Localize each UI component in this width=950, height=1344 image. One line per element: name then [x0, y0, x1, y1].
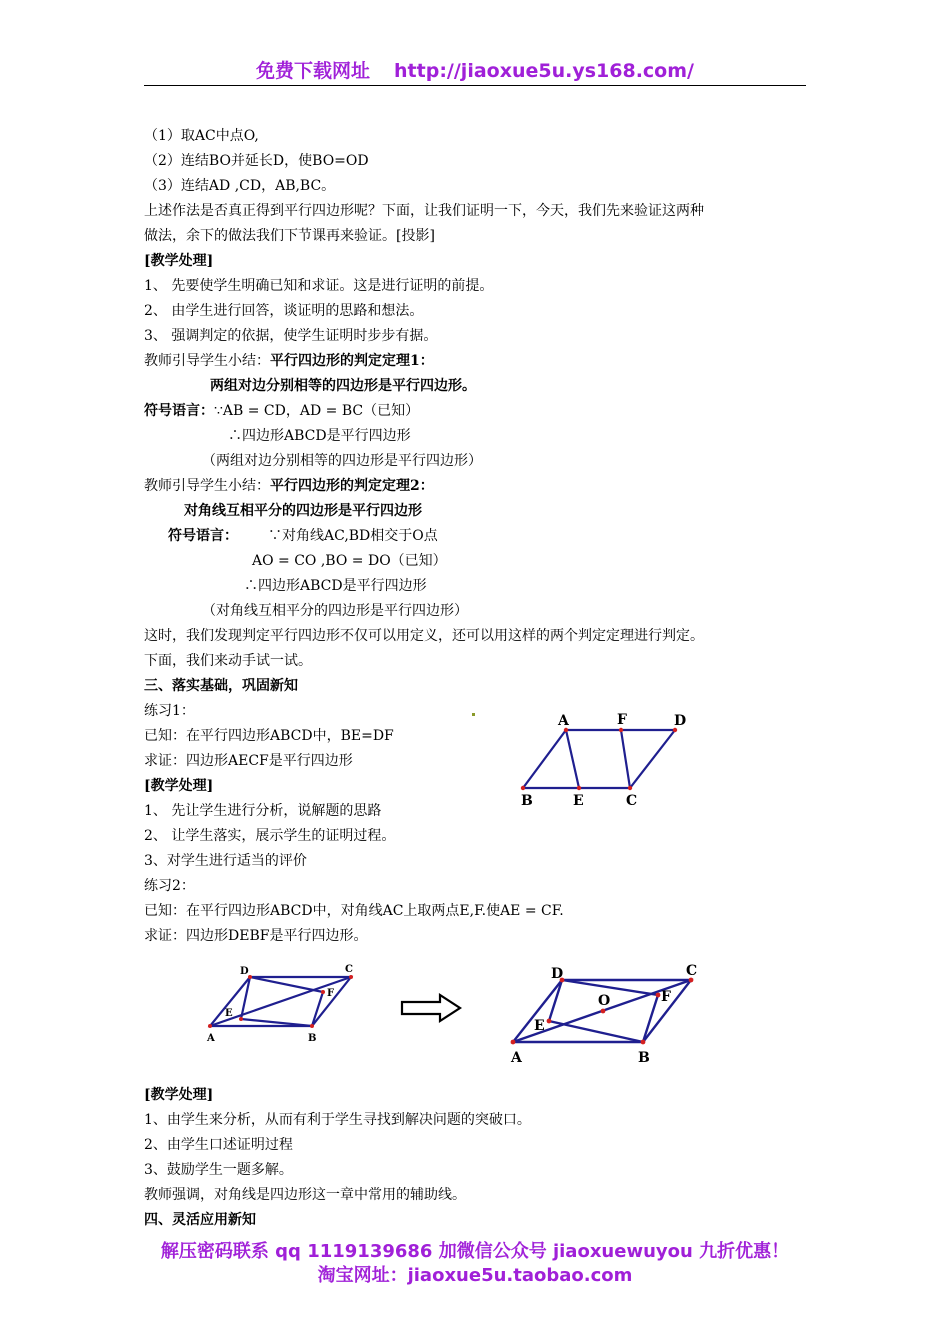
text-line: 下面，我们来动手试一试。 — [144, 653, 312, 669]
theorem-statement: 对角线互相平分的四边形是平行四边形 — [184, 503, 422, 519]
text-line: 3、 强调判定的依据，使学生证明时步步有据。 — [144, 328, 438, 344]
text-line: 练习1： — [144, 703, 195, 719]
text-line: 这时，我们发现判定平行四边形不仅可以用定义，还可以用这样的两个判定定理进行判定。 — [144, 628, 704, 644]
footer-banner — [0, 1240, 950, 1288]
point-label: B — [638, 1050, 650, 1066]
point-label: A — [207, 1033, 215, 1044]
text-line: （1）取AC中点O, — [144, 128, 259, 144]
point-label: E — [225, 1008, 233, 1019]
point-label: O — [598, 993, 611, 1009]
parallelogram-abcd — [523, 730, 675, 788]
text-line: （3）连结AD ,CD，AB,BC。 — [144, 178, 336, 194]
intro-text: 教师引导学生小结： — [144, 478, 270, 494]
text-line: 2、 由学生进行回答，谈证明的思路和想法。 — [144, 303, 424, 319]
symbol-label: 符号语言： — [144, 403, 214, 419]
text-line: 1、 先让学生进行分析，说解题的思路 — [144, 803, 382, 819]
text-line: 练习2： — [144, 878, 195, 894]
segment-fc — [621, 730, 630, 788]
symbol-text: ∵AB = CD，AD = BC（已知） — [214, 403, 420, 419]
point-label: A — [558, 713, 569, 729]
point-label: F — [617, 712, 627, 728]
text-line: 1、 先要使学生明确已知和求证。这是进行证明的前提。 — [144, 278, 494, 294]
text-line: 做法，余下的做法我们下节课再来验证。[投影] — [144, 228, 435, 244]
point-label: F — [661, 989, 671, 1005]
text-line: 已知：在平行四边形ABCD中，BE=DF — [144, 728, 394, 744]
point-label: D — [674, 713, 687, 729]
text-line: 求证：四边形DEBF是平行四边形。 — [144, 928, 368, 944]
text-line: （2）连结BO并延长D，使BO=OD — [144, 153, 369, 169]
header-url[interactable]: http://jiaoxue5u.ys168.com/ — [394, 60, 694, 82]
footer-line-2[interactable]: 淘宝网址：jiaoxue5u.taobao.com — [317, 1265, 633, 1286]
symbol-line — [144, 399, 810, 424]
section-label: [教学处理] — [144, 253, 214, 269]
text-line: 2、由学生口述证明过程 — [144, 1137, 293, 1153]
point-label: D — [551, 966, 564, 982]
symbol-text: ∵对角线AC,BD相交于O点 — [268, 528, 438, 544]
text-line: ∴四边形ABCD是平行四边形 — [244, 578, 427, 594]
segment-ae — [566, 730, 579, 788]
figure-parallelogram-debf-small — [198, 958, 368, 1048]
text-line: 1、由学生来分析，从而有利于学生寻找到解决问题的突破口。 — [144, 1112, 531, 1128]
text-line: （两组对边分别相等的四边形是平行四边形） — [202, 453, 482, 469]
theorem-intro — [144, 474, 810, 499]
header-rule — [144, 85, 806, 86]
point-label: B — [308, 1033, 317, 1044]
symbol-label: 符号语言： — [168, 528, 238, 544]
section-heading: 三、落实基础，巩固新知 — [144, 678, 298, 694]
point-label: E — [534, 1018, 545, 1034]
text-line: 2、 让学生落实，展示学生的证明过程。 — [144, 828, 396, 844]
section-label: [教学处理] — [144, 1087, 214, 1103]
theorem-statement: 两组对边分别相等的四边形是平行四边形。 — [210, 378, 476, 394]
symbol-line — [144, 524, 810, 549]
section-label: [教学处理] — [144, 778, 214, 794]
theorem-title: 平行四边形的判定定理1： — [270, 353, 434, 369]
text-line: 3、鼓励学生一题多解。 — [144, 1162, 293, 1178]
point-label: A — [511, 1050, 522, 1066]
theorem-intro — [144, 349, 810, 374]
point-label: C — [345, 964, 353, 975]
text-line: （对角线互相平分的四边形是平行四边形） — [202, 603, 468, 619]
arrow-right-icon — [400, 993, 464, 1025]
text-line: AO = CO ,BO = DO（已知） — [252, 553, 447, 569]
header-banner — [0, 56, 950, 83]
theorem-title: 平行四边形的判定定理2： — [270, 478, 434, 494]
point-label: C — [626, 793, 638, 809]
footer-line-1: 解压密码联系 qq 1119139686 加微信公众号 jiaoxuewuyou 九折优惠！ — [160, 1241, 790, 1262]
text-line: 教师强调，对角线是四边形这一章中常用的辅助线。 — [144, 1187, 466, 1203]
point-label: E — [573, 793, 584, 809]
text-line: ∴四边形ABCD是平行四边形 — [228, 428, 411, 444]
intro-text: 教师引导学生小结： — [144, 353, 270, 369]
document-body — [144, 124, 810, 1233]
point-label: D — [240, 966, 249, 977]
stray-dot — [472, 713, 475, 716]
point-label: F — [327, 988, 335, 999]
text-line: 3、对学生进行适当的评价 — [144, 853, 307, 869]
text-line: 上述作法是否真正得到平行四边形呢？下面，让我们证明一下，今天，我们先来验证这两种 — [144, 203, 704, 219]
section-heading: 四、灵活应用新知 — [144, 1212, 256, 1228]
text-line: 已知：在平行四边形ABCD中，对角线AC上取两点E,F.使AE = CF. — [144, 903, 564, 919]
point-label: B — [521, 793, 533, 809]
figure-parallelogram-aecf — [510, 705, 700, 810]
point-label: C — [686, 963, 698, 979]
text-line: 求证：四边形AECF是平行四边形 — [144, 753, 353, 769]
header-title: 免费下载网址 — [256, 60, 371, 82]
figure-parallelogram-debf-large — [500, 960, 710, 1070]
